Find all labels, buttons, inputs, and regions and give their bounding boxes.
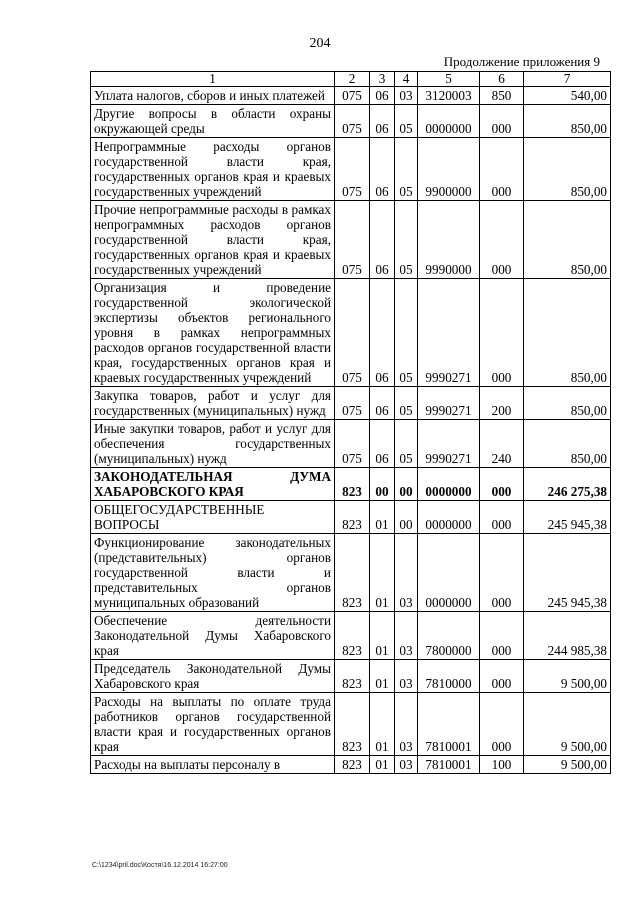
page-number: 204	[309, 36, 331, 51]
row-name-cell: Иные закупки товаров, работ и услуг для обеспечения государственных (муниципальных) нужд	[91, 420, 335, 468]
amount-cell: 246 275,38	[524, 468, 611, 501]
table-row	[91, 534, 611, 612]
section-code-cell: 01	[370, 660, 395, 693]
target-article-cell: 9990271	[418, 387, 480, 420]
row-name-cell: Расходы на выплаты персоналу в	[91, 756, 335, 774]
row-name-cell: Закупка товаров, работ и услуг для государственных (муниципальных) нужд	[91, 387, 335, 420]
subsection-code-cell: 00	[395, 468, 418, 501]
target-article-cell: 9990000	[418, 201, 480, 279]
expense-type-cell: 000	[480, 468, 524, 501]
expense-type-cell: 100	[480, 756, 524, 774]
chapter-code-cell: 823	[335, 756, 370, 774]
section-code-cell: 06	[370, 138, 395, 201]
table-row	[91, 468, 611, 501]
row-name-cell: ОБЩЕГОСУДАРСТВЕННЫЕ ВОПРОСЫ	[91, 501, 335, 534]
section-code-cell: 06	[370, 279, 395, 387]
chapter-code-cell: 075	[335, 87, 370, 105]
section-code-cell: 06	[370, 387, 395, 420]
chapter-code-cell: 823	[335, 693, 370, 756]
section-code-cell: 06	[370, 105, 395, 138]
expense-type-cell: 000	[480, 534, 524, 612]
subsection-code-cell: 05	[395, 138, 418, 201]
header-cell: 2	[335, 72, 370, 87]
chapter-code-cell: 823	[335, 612, 370, 660]
row-name-cell: ЗАКОНОДАТЕЛЬНАЯ ДУМА ХАБАРОВСКОГО КРАЯ	[91, 468, 335, 501]
section-code-cell: 01	[370, 756, 395, 774]
subsection-code-cell: 05	[395, 279, 418, 387]
expense-type-cell: 000	[480, 501, 524, 534]
target-article-cell: 7810001	[418, 756, 480, 774]
amount-cell: 850,00	[524, 201, 611, 279]
chapter-code-cell: 823	[335, 534, 370, 612]
amount-cell: 850,00	[524, 387, 611, 420]
expense-type-cell: 000	[480, 660, 524, 693]
expense-type-cell: 240	[480, 420, 524, 468]
target-article-cell: 9990271	[418, 279, 480, 387]
subsection-code-cell: 03	[395, 612, 418, 660]
header-cell: 4	[395, 72, 418, 87]
target-article-cell: 9990271	[418, 420, 480, 468]
target-article-cell: 7810001	[418, 693, 480, 756]
table-row	[91, 693, 611, 756]
header-cell: 6	[480, 72, 524, 87]
chapter-code-cell: 075	[335, 105, 370, 138]
table-row	[91, 279, 611, 387]
subsection-code-cell: 03	[395, 660, 418, 693]
budget-table	[90, 71, 611, 774]
header-cell: 7	[524, 72, 611, 87]
row-name-cell: Обеспечение деятельности Законодательной Думы Хабаровского края	[91, 612, 335, 660]
header-cell: 1	[91, 72, 335, 87]
chapter-code-cell: 075	[335, 201, 370, 279]
amount-cell: 245 945,38	[524, 501, 611, 534]
section-code-cell: 01	[370, 534, 395, 612]
table-row	[91, 105, 611, 138]
chapter-code-cell: 075	[335, 420, 370, 468]
table-row	[91, 756, 611, 774]
target-article-cell: 7800000	[418, 612, 480, 660]
target-article-cell: 7810000	[418, 660, 480, 693]
subsection-code-cell: 03	[395, 756, 418, 774]
expense-type-cell: 000	[480, 138, 524, 201]
subsection-code-cell: 05	[395, 105, 418, 138]
subsection-code-cell: 03	[395, 693, 418, 756]
section-code-cell: 06	[370, 201, 395, 279]
table-row	[91, 420, 611, 468]
expense-type-cell: 000	[480, 279, 524, 387]
section-code-cell: 01	[370, 693, 395, 756]
chapter-code-cell: 823	[335, 660, 370, 693]
amount-cell: 245 945,38	[524, 534, 611, 612]
section-code-cell: 06	[370, 420, 395, 468]
table-row	[91, 501, 611, 534]
table-header	[91, 72, 611, 87]
expense-type-cell: 000	[480, 105, 524, 138]
row-name-cell: Уплата налогов, сборов и иных платежей	[91, 87, 335, 105]
section-code-cell: 06	[370, 87, 395, 105]
amount-cell: 850,00	[524, 138, 611, 201]
target-article-cell: 3120003	[418, 87, 480, 105]
amount-cell: 540,00	[524, 87, 611, 105]
row-name-cell: Функционирование законодательных (представительных) органов государственной власти и представительных органов муниципальных образований	[91, 534, 335, 612]
table-row	[91, 201, 611, 279]
section-code-cell: 00	[370, 468, 395, 501]
amount-cell: 850,00	[524, 420, 611, 468]
subsection-code-cell: 03	[395, 87, 418, 105]
chapter-code-cell: 823	[335, 501, 370, 534]
target-article-cell: 0000000	[418, 534, 480, 612]
expense-type-cell: 000	[480, 612, 524, 660]
header-cell: 3	[370, 72, 395, 87]
subsection-code-cell: 03	[395, 534, 418, 612]
row-name-cell: Расходы на выплаты по оплате труда работников органов государственной власти края и государственных органов края	[91, 693, 335, 756]
target-article-cell: 0000000	[418, 105, 480, 138]
table-row	[91, 87, 611, 105]
appendix-continuation-label: Продолжение приложения 9	[443, 54, 600, 69]
header-cell: 5	[418, 72, 480, 87]
chapter-code-cell: 075	[335, 279, 370, 387]
table-row	[91, 612, 611, 660]
chapter-code-cell: 823	[335, 468, 370, 501]
amount-cell: 9 500,00	[524, 660, 611, 693]
section-code-cell: 01	[370, 612, 395, 660]
file-path-footer: C:\1234\pril.doc\Костя\16.12.2014 16:27:00	[92, 862, 228, 869]
expense-type-cell: 200	[480, 387, 524, 420]
row-name-cell: Председатель Законодательной Думы Хабаровского края	[91, 660, 335, 693]
target-article-cell: 9900000	[418, 138, 480, 201]
header-row	[91, 72, 611, 87]
amount-cell: 850,00	[524, 279, 611, 387]
chapter-code-cell: 075	[335, 138, 370, 201]
table-row	[91, 138, 611, 201]
amount-cell: 9 500,00	[524, 693, 611, 756]
expense-type-cell: 000	[480, 201, 524, 279]
section-code-cell: 01	[370, 501, 395, 534]
expense-type-cell: 000	[480, 693, 524, 756]
target-article-cell: 0000000	[418, 501, 480, 534]
expense-type-cell: 850	[480, 87, 524, 105]
row-name-cell: Организация и проведение государственной экологической экспертизы объектов регионального уровня в рамках непрограммных расходов органов государственной власти края, государственных органов края и краевых государственных учреждений	[91, 279, 335, 387]
subsection-code-cell: 05	[395, 420, 418, 468]
row-name-cell: Прочие непрограммные расходы в рамках непрограммных расходов органов государственной власти края, государственных органов края и краевых государственных учреждений	[91, 201, 335, 279]
table-body	[91, 87, 611, 774]
amount-cell: 850,00	[524, 105, 611, 138]
table-row	[91, 387, 611, 420]
chapter-code-cell: 075	[335, 387, 370, 420]
table-row	[91, 660, 611, 693]
subsection-code-cell: 05	[395, 201, 418, 279]
amount-cell: 9 500,00	[524, 756, 611, 774]
subsection-code-cell: 00	[395, 501, 418, 534]
row-name-cell: Непрограммные расходы органов государственной власти края, государственных органов края и краевых государственных учреждений	[91, 138, 335, 201]
amount-cell: 244 985,38	[524, 612, 611, 660]
subsection-code-cell: 05	[395, 387, 418, 420]
row-name-cell: Другие вопросы в области охраны окружающей среды	[91, 105, 335, 138]
target-article-cell: 0000000	[418, 468, 480, 501]
